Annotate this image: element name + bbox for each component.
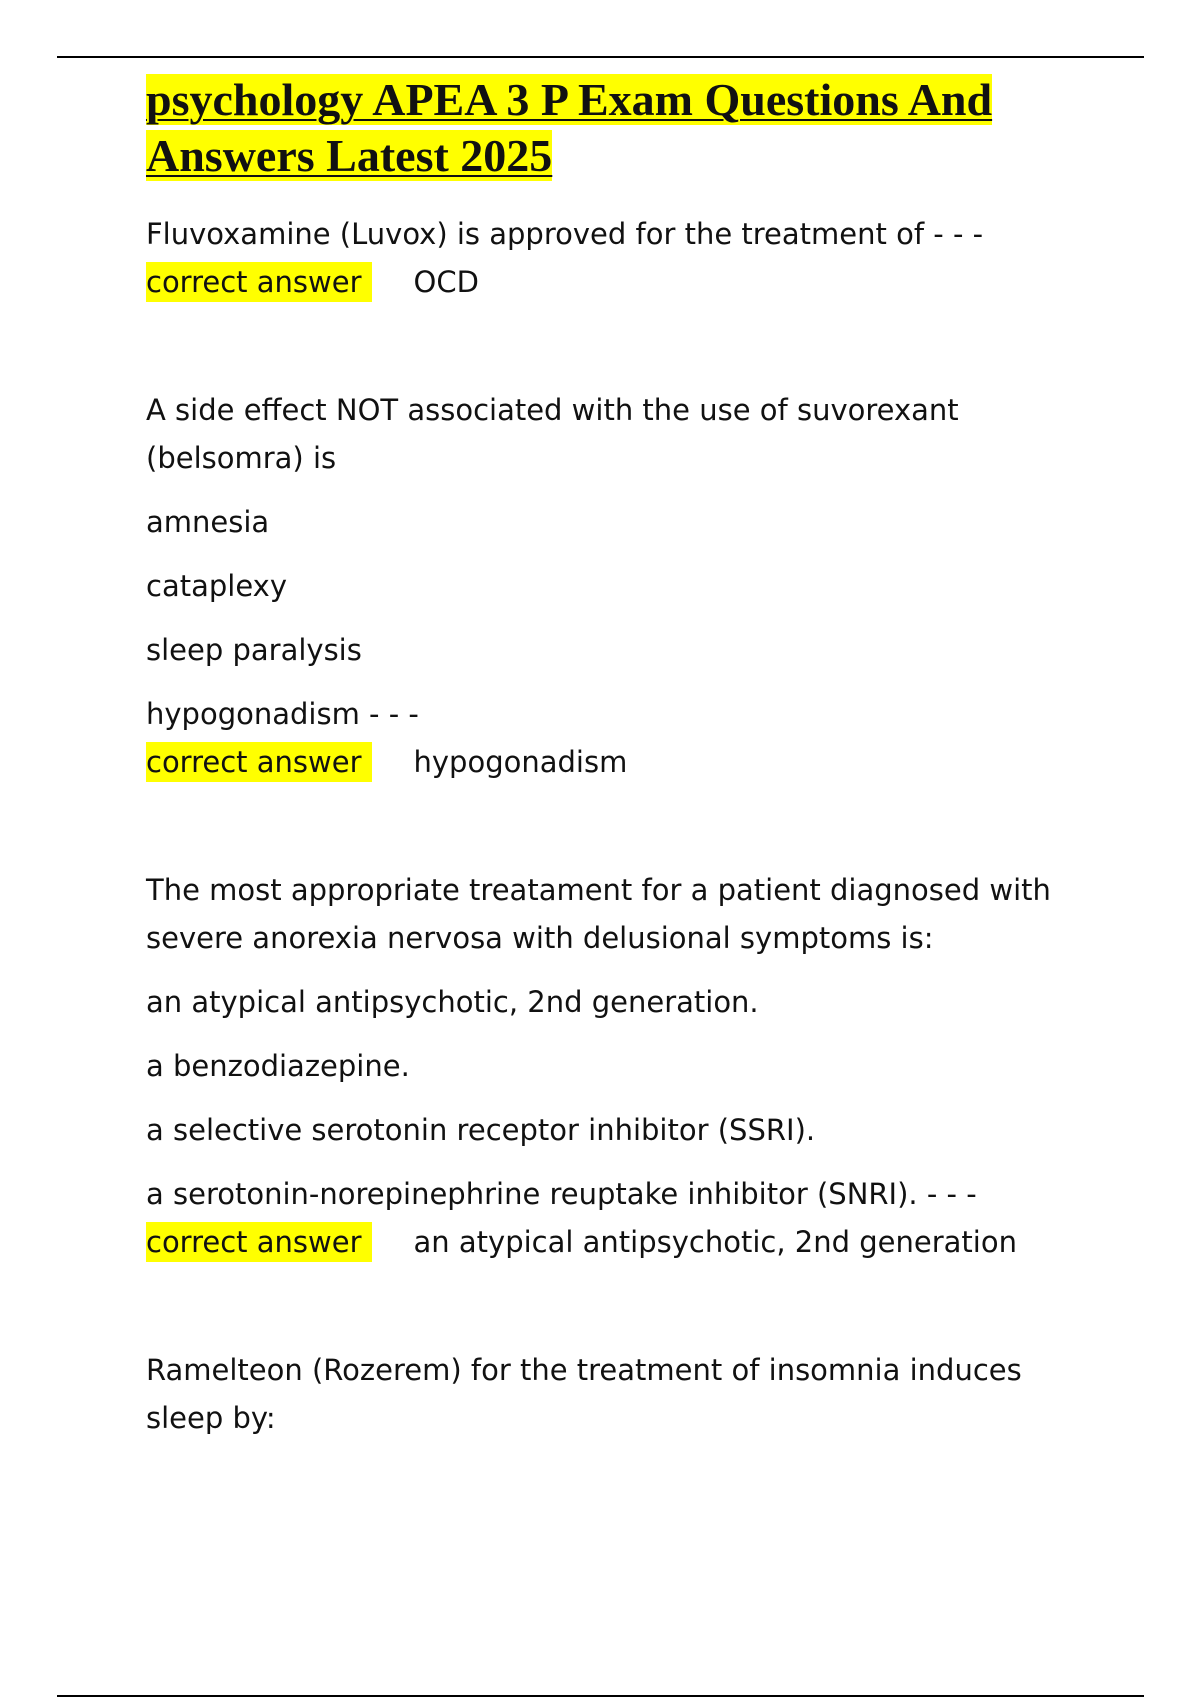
answer-line xyxy=(146,738,1106,786)
question-text: Fluvoxamine (Luvox) is approved for the treatment of - - - xyxy=(146,217,984,251)
question-block xyxy=(146,866,1106,1266)
correct-answer-label: correct answer xyxy=(146,1222,372,1262)
answer-value: an atypical antipsychotic, 2nd generation xyxy=(413,1225,1017,1259)
answer-value: OCD xyxy=(413,265,479,299)
answer-value: hypogonadism xyxy=(413,745,628,779)
answer-option: a selective serotonin receptor inhibitor (SSRI). xyxy=(146,1113,816,1147)
document-body xyxy=(146,72,1106,1442)
title-line-1: psychology APEA 3 P Exam Questions And xyxy=(146,74,993,125)
question-block xyxy=(146,1346,1106,1442)
footer-rule xyxy=(57,1695,1144,1697)
answer-option: a serotonin-norepinephrine reuptake inhibitor (SNRI). - - - xyxy=(146,1177,977,1211)
question-text: A side effect NOT associated with the use of suvorexant (belsomra) is xyxy=(146,393,959,475)
answer-option: an atypical antipsychotic, 2nd generation. xyxy=(146,985,759,1019)
answer-line xyxy=(146,258,1106,306)
answer-option: amnesia xyxy=(146,505,270,539)
question-text: Ramelteon (Rozerem) for the treatment of insomnia induces sleep by: xyxy=(146,1353,1022,1435)
answer-option: hypogonadism - - - xyxy=(146,697,419,731)
correct-answer-label: correct answer xyxy=(146,742,372,782)
title-line-2: Answers Latest 2025 xyxy=(146,130,553,181)
question-block xyxy=(146,386,1106,786)
answer-option: cataplexy xyxy=(146,569,287,603)
answer-line xyxy=(146,1218,1106,1266)
document-title xyxy=(146,72,1106,184)
question-block xyxy=(146,210,1106,306)
answer-option: sleep paralysis xyxy=(146,633,362,667)
answer-option: a benzodiazepine. xyxy=(146,1049,410,1083)
header-rule xyxy=(57,56,1144,58)
correct-answer-label: correct answer xyxy=(146,262,372,302)
question-text: The most appropriate treatament for a patient diagnosed with severe anorexia nervosa with delusional symptoms is: xyxy=(146,873,1051,955)
